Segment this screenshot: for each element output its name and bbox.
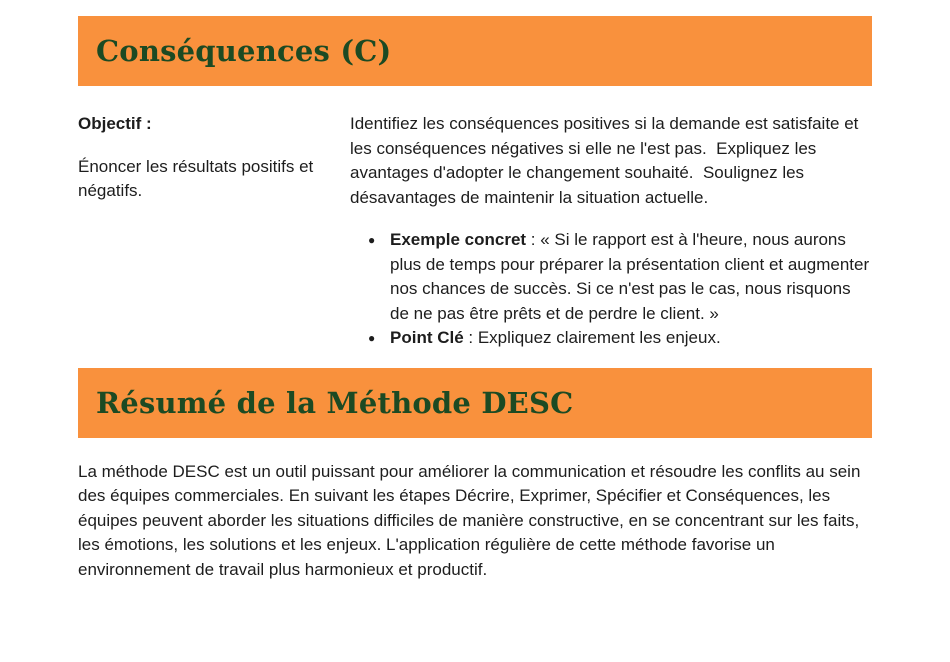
list-item-example (368, 228, 872, 326)
bullet-icon: ● (368, 331, 376, 345)
consequences-section (78, 112, 872, 351)
summary-paragraph: La méthode DESC est un outil puissant pour améliorer la communication et résoudre les conflits au sein des équipes commerciales. En suivant les étapes Décrire, Exprimer, Spécifier et Conséquences, les équipes peuvent aborder les situations difficiles de manière constructive, en se concentrant sur les faits, les émotions, les solutions et les enjeux. L'application régulière de cette méthode favorise un environnement de travail plus harmonieux et productif. (78, 461, 861, 579)
section-header-consequences (78, 16, 872, 86)
consequences-title: Conséquences (C) (96, 34, 392, 68)
objective-label: Objectif : (78, 114, 152, 133)
objective-text: Énoncer les résultats positifs et négatifs. (78, 156, 314, 200)
consequences-bullet-list (368, 228, 872, 351)
bullet-icon: ● (368, 233, 376, 247)
objective-column (78, 112, 340, 351)
bullet-text: : Expliquez clairement les enjeux. (463, 328, 721, 347)
consequences-description: Identifiez les conséquences positives si la demande est satisfaite et les conséquences négatives si elle ne l'est pas. Expliquez les avantages d'adopter le changement souhaité. Soulignez les désavantages de maintenir la situation actuelle. (350, 114, 864, 207)
bullet-text: : « Si le rapport est à l'heure, nous aurons plus de temps pour préparer la présentation client et augmenter nos chances de succès. Si ce n'est pas le cas, nous risquons de ne pas être prêts et de perdre le client. » (390, 230, 874, 323)
section-header-summary (78, 368, 872, 438)
bullet-label: Point Clé (390, 328, 464, 347)
bullet-label: Exemple concret (390, 230, 527, 249)
summary-title: Résumé de la Méthode DESC (96, 385, 574, 420)
list-item-key-point (368, 326, 872, 351)
description-column (350, 112, 872, 351)
